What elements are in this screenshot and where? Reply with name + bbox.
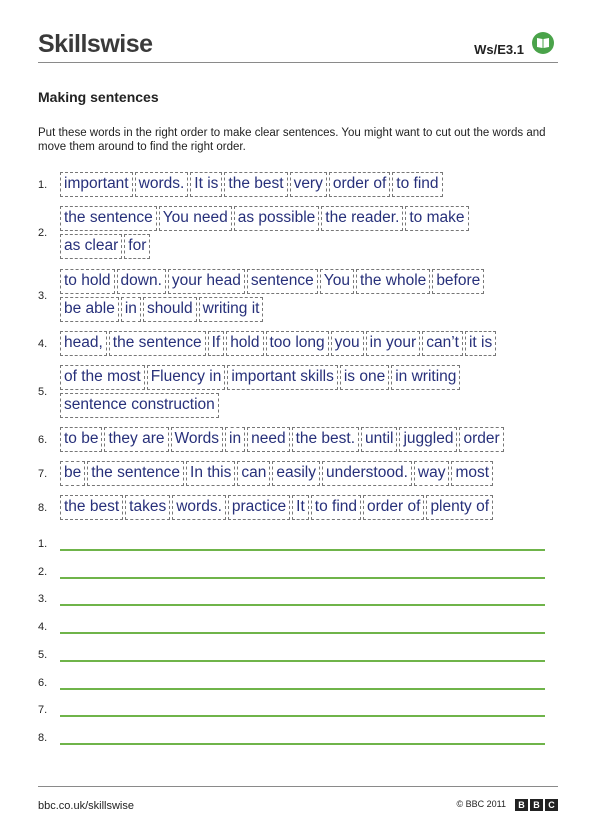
word-tile[interactable]: understood. <box>322 461 412 486</box>
word-tile[interactable]: sentence construction <box>60 393 219 418</box>
word-tile[interactable]: in your <box>366 331 421 356</box>
word-tile[interactable]: to find <box>392 172 442 197</box>
word-tile[interactable]: until <box>361 427 397 452</box>
answer-line-6[interactable] <box>38 675 548 695</box>
answer-line-8[interactable] <box>38 730 548 750</box>
word-tile[interactable]: before <box>432 269 484 294</box>
word-tile[interactable]: for <box>124 234 150 259</box>
exercise-number: 4. <box>38 338 48 350</box>
word-tile[interactable]: should <box>143 297 197 322</box>
word-tile[interactable]: plenty of <box>426 495 493 520</box>
bbc-letter-block: B <box>530 799 543 811</box>
answer-line-1[interactable] <box>38 536 548 556</box>
word-tile[interactable]: order <box>459 427 503 452</box>
writing-rule[interactable] <box>60 604 545 606</box>
word-tile[interactable]: In this <box>186 461 235 486</box>
worksheet-ref: Ws/E3.1 <box>474 42 524 57</box>
word-tile[interactable]: writing it <box>199 297 264 322</box>
word-tile[interactable]: way <box>414 461 450 486</box>
exercise-number: 2. <box>38 227 48 239</box>
exercise-number: 8. <box>38 502 48 514</box>
word-tile[interactable]: important <box>60 172 133 197</box>
word-tile[interactable]: the sentence <box>87 461 184 486</box>
word-tile[interactable]: If <box>208 331 225 356</box>
word-tile[interactable]: the reader. <box>321 206 403 231</box>
word-tile[interactable]: order of <box>363 495 424 520</box>
answer-line-5[interactable] <box>38 647 548 667</box>
word-tile[interactable]: You need <box>159 206 232 231</box>
word-tile-row <box>60 331 498 356</box>
bbc-letter-block: C <box>545 799 558 811</box>
word-tile-row <box>60 206 471 231</box>
exercise-number: 6. <box>38 434 48 446</box>
word-tile-row <box>60 495 495 520</box>
answer-line-number: 6. <box>38 676 48 689</box>
answer-line-7[interactable] <box>38 702 548 722</box>
bbc-letter-block: B <box>515 799 528 811</box>
exercise-number: 3. <box>38 290 48 302</box>
writing-rule[interactable] <box>60 632 545 634</box>
copyright: © BBC 2011 <box>456 799 506 809</box>
word-tile[interactable]: the best <box>60 495 123 520</box>
word-tile[interactable]: be able <box>60 297 119 322</box>
footer <box>38 786 558 817</box>
word-tile[interactable]: as clear <box>60 234 122 259</box>
word-tile[interactable]: Fluency in <box>147 365 226 390</box>
word-tile[interactable]: takes <box>125 495 170 520</box>
word-tile-row <box>60 427 506 452</box>
word-tile[interactable]: they are <box>104 427 168 452</box>
word-tile[interactable]: You <box>320 269 354 294</box>
writing-rule[interactable] <box>60 577 545 579</box>
word-tile[interactable]: in writing <box>391 365 460 390</box>
word-tile[interactable]: to make <box>405 206 468 231</box>
word-tile[interactable]: hold <box>226 331 263 356</box>
skillswise-logo: Skillswise <box>38 30 153 58</box>
instructions: Put these words in the right order to make clear sentences. You might want to cut out the words and move them around to find the right order. <box>38 127 546 153</box>
word-tile[interactable]: too long <box>266 331 329 356</box>
word-tile[interactable]: in <box>121 297 141 322</box>
word-tile[interactable]: important skills <box>227 365 338 390</box>
word-tile[interactable]: to be <box>60 427 102 452</box>
answer-line-number: 7. <box>38 704 48 717</box>
word-tile-row <box>60 365 462 390</box>
exercise-number: 1. <box>38 179 48 191</box>
word-tile[interactable]: Words <box>171 427 224 452</box>
word-tile[interactable]: It is <box>190 172 222 197</box>
word-tile[interactable]: the best. <box>292 427 359 452</box>
answer-line-number: 2. <box>38 565 48 578</box>
word-tile-row <box>60 172 445 197</box>
word-tile[interactable]: down. <box>117 269 166 294</box>
header <box>38 28 558 63</box>
exercise-number: 7. <box>38 468 48 480</box>
word-tile[interactable]: head, <box>60 331 107 356</box>
word-tile[interactable]: of the most <box>60 365 145 390</box>
answer-line-number: 5. <box>38 648 48 661</box>
bbc-logo <box>513 799 558 811</box>
page-title: Making sentences <box>38 89 159 105</box>
word-tile-row <box>60 297 265 322</box>
writing-rule[interactable] <box>60 743 545 745</box>
writing-rule[interactable] <box>60 549 545 551</box>
writing-rule[interactable] <box>60 688 545 690</box>
word-tile[interactable]: the best <box>224 172 287 197</box>
answer-line-3[interactable] <box>38 591 548 611</box>
word-tile[interactable]: practice <box>228 495 290 520</box>
word-tile[interactable]: as possible <box>234 206 320 231</box>
word-tile[interactable]: words. <box>172 495 226 520</box>
answer-line-4[interactable] <box>38 619 548 639</box>
writing-rule[interactable] <box>60 660 545 662</box>
word-tile[interactable]: is one <box>340 365 389 390</box>
word-tile[interactable]: be <box>60 461 85 486</box>
word-tile[interactable]: most <box>451 461 493 486</box>
exercise-number: 5. <box>38 386 48 398</box>
word-tile[interactable]: you <box>331 331 364 356</box>
word-tile-row <box>60 234 152 259</box>
answer-line-number: 4. <box>38 621 48 634</box>
word-tile[interactable]: order of <box>329 172 390 197</box>
word-tile[interactable]: very <box>290 172 327 197</box>
writing-rule[interactable] <box>60 715 545 717</box>
footer-url[interactable]: bbc.co.uk/skillswise <box>38 800 134 812</box>
book-icon <box>532 32 554 54</box>
word-tile[interactable]: to find <box>311 495 361 520</box>
word-tile[interactable]: the sentence <box>60 206 157 231</box>
answer-line-number: 1. <box>38 538 48 550</box>
answer-line-number: 8. <box>38 731 48 744</box>
word-tile[interactable]: need <box>247 427 289 452</box>
answer-line-2[interactable] <box>38 564 548 584</box>
word-tile[interactable]: easily <box>272 461 320 486</box>
word-tile[interactable]: can’t <box>422 331 463 356</box>
word-tile[interactable]: the sentence <box>109 331 206 356</box>
word-tile[interactable]: your head <box>168 269 245 294</box>
word-tile[interactable]: sentence <box>247 269 318 294</box>
answer-line-number: 3. <box>38 593 48 606</box>
word-tile-row <box>60 269 486 294</box>
word-tile[interactable]: it is <box>465 331 496 356</box>
word-tile-row <box>60 393 221 418</box>
word-tile[interactable]: in <box>225 427 245 452</box>
word-tile[interactable]: juggled <box>399 427 457 452</box>
word-tile[interactable]: to hold <box>60 269 115 294</box>
word-tile[interactable]: It <box>292 495 309 520</box>
word-tile[interactable]: words. <box>135 172 189 197</box>
word-tile[interactable]: the whole <box>356 269 430 294</box>
word-tile-row <box>60 461 495 486</box>
word-tile[interactable]: can <box>237 461 270 486</box>
